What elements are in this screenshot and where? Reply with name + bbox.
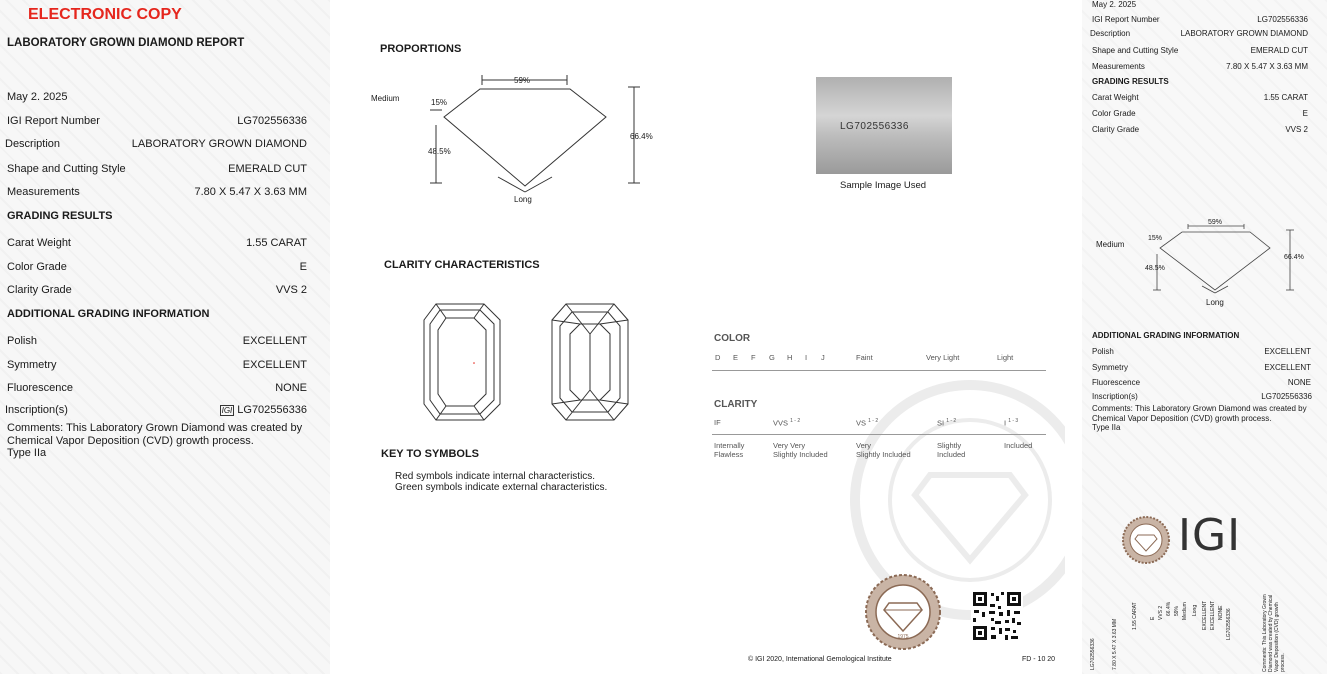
right-report-date: May 2. 2025: [1092, 0, 1137, 9]
description-row: [5, 138, 307, 150]
color-grade-d: D: [715, 353, 721, 362]
shape-label: Shape and Cutting Style: [7, 163, 126, 175]
clarity-si-sup: 1 - 2: [946, 418, 957, 424]
clarity-vvs-desc-2: Slightly Included: [773, 450, 828, 459]
color-grade-g: G: [769, 353, 775, 362]
color-grade-f: F: [751, 353, 756, 362]
sample-inscription-text: LG702556336: [840, 121, 909, 132]
polish-value: EXCELLENT: [242, 335, 307, 347]
color-label: Color Grade: [7, 261, 67, 273]
clarity-row: [7, 284, 307, 296]
inclusion-mark: [473, 362, 475, 364]
strip-girdle: Medium: [1182, 602, 1188, 620]
strip-measurements: 7.80 X 5.47 X 3.63 MM: [1112, 618, 1118, 670]
key-green-line: Green symbols indicate external characteristics.: [395, 482, 608, 493]
clarity-plot-diagram: [420, 300, 635, 425]
strip-depth: 66.4%: [1166, 601, 1172, 616]
clarity-label: Clarity Grade: [7, 284, 72, 296]
right-culet-label: Long: [1206, 298, 1224, 307]
report-number: LG702556336: [237, 115, 307, 127]
report-date-row: [7, 91, 307, 103]
strip-number: LG702556336: [1090, 638, 1096, 670]
right-shape-value: EMERALD CUT: [1250, 46, 1308, 55]
right-depth-percent: 66.4%: [1284, 254, 1304, 261]
clarity-if: IF: [714, 418, 721, 427]
right-color-value: E: [1302, 109, 1308, 118]
measurements-row: [7, 186, 307, 198]
right-number-value: LG702556336: [1257, 15, 1308, 24]
color-light: Light: [997, 353, 1014, 362]
report-number-row: [7, 115, 307, 127]
key-to-symbols-text: [395, 471, 607, 493]
right-fluorescence-row: [1092, 378, 1311, 387]
right-date-row: [1092, 0, 1308, 9]
igi-logo-text: IGI: [1178, 510, 1242, 561]
color-faint: Faint: [856, 353, 873, 362]
key-red-line: Red symbols indicate internal characteristics.: [395, 471, 596, 482]
inscription-value: LG702556336: [237, 404, 307, 416]
right-polish-label: Polish: [1092, 347, 1114, 356]
copyright-text: © IGI 2020, International Gemological Institute: [748, 656, 892, 663]
measurements-label: Measurements: [7, 186, 80, 198]
clarity-scale-heading: CLARITY: [714, 399, 758, 410]
right-number-label: IGI Report Number: [1092, 15, 1160, 24]
fluorescence-value: NONE: [275, 382, 307, 394]
clarity-scale-line: [712, 434, 1046, 435]
strip-culet: Long: [1192, 604, 1198, 616]
diamond-type: Type IIa: [7, 447, 47, 459]
right-shape-row: [1092, 46, 1308, 55]
additional-info-heading: ADDITIONAL GRADING INFORMATION: [7, 308, 210, 320]
clarity-i-sup: 1 - 3: [1008, 418, 1019, 424]
shape-value: EMERALD CUT: [228, 163, 307, 175]
pavilion-percent: 48.5%: [428, 147, 451, 156]
right-measurements-row: [1092, 62, 1308, 71]
color-scale-heading: COLOR: [714, 333, 751, 344]
clarity-characteristics-heading: CLARITY CHARACTERISTICS: [384, 259, 540, 271]
right-fluorescence-value: NONE: [1287, 378, 1311, 387]
clarity-if-desc-1: Internally: [714, 441, 745, 450]
right-diamond-type: Type IIa: [1092, 423, 1121, 432]
right-carat-row: [1092, 93, 1308, 102]
right-girdle-label: Medium: [1096, 240, 1125, 249]
right-carat-value: 1.55 CARAT: [1263, 93, 1308, 102]
right-clarity-label: Clarity Grade: [1092, 125, 1140, 134]
fluorescence-row: [7, 382, 307, 394]
color-grade-j: J: [821, 353, 825, 362]
right-symmetry-row: [1092, 363, 1311, 372]
comments-text: Comments: This Laboratory Grown Diamond was created by Chemical Vapor Deposition (CVD) growth process.: [7, 422, 303, 447]
clarity-vs-desc: [856, 441, 911, 459]
strip-symmetry: EXCELLENT: [1210, 600, 1216, 630]
color-grade-i: I: [805, 353, 808, 362]
clarity-if-desc: [714, 441, 744, 459]
sample-image-caption: Sample Image Used: [840, 180, 927, 191]
right-description-row: [1090, 29, 1308, 38]
description-label: Description: [5, 138, 61, 150]
carat-value: 1.55 CARAT: [246, 237, 307, 249]
color-scale-line: [712, 370, 1046, 371]
right-measurements-value: 7.80 X 5.47 X 3.63 MM: [1226, 62, 1308, 71]
color-grade-h: H: [787, 353, 793, 362]
proportions-heading: PROPORTIONS: [380, 43, 462, 55]
right-inscription-value: LG702556336: [1261, 392, 1312, 401]
color-value: E: [299, 261, 307, 273]
grading-results-heading: GRADING RESULTS: [7, 210, 113, 222]
girdle-label: Medium: [371, 94, 400, 103]
comments-block: [7, 422, 307, 460]
carat-label: Carat Weight: [7, 237, 71, 249]
clarity-vs: [856, 418, 878, 428]
clarity-si: [937, 418, 956, 428]
report-title: LABORATORY GROWN DIAMOND REPORT: [7, 37, 245, 49]
clarity-vvs-label: VVS: [773, 418, 789, 428]
depth-percent: 66.4%: [630, 132, 653, 141]
clarity-vs-sup: 1 - 2: [868, 418, 879, 424]
clarity-vvs-desc-1: Very Very: [773, 441, 806, 450]
shape-row: [7, 163, 307, 175]
strip-inscription: LG702556336: [1226, 608, 1232, 640]
clarity-si-desc-2: Included: [937, 450, 966, 459]
clarity-vvs: [773, 418, 800, 428]
right-grading-heading: GRADING RESULTS: [1092, 77, 1169, 86]
strip-clarity: VVS 2: [1158, 605, 1164, 620]
right-shape-label: Shape and Cutting Style: [1092, 46, 1179, 55]
right-comments-block: [1092, 404, 1310, 433]
description-value: LABORATORY GROWN DIAMOND: [131, 138, 307, 150]
color-very-light: Very Light: [926, 353, 960, 362]
form-code: FD - 10 20: [1022, 656, 1056, 663]
right-fluorescence-label: Fluorescence: [1092, 378, 1141, 387]
crown-percent: 15%: [431, 98, 448, 107]
key-to-symbols-heading: KEY TO SYMBOLS: [381, 448, 480, 460]
clarity-vvs-sup: 1 - 2: [790, 418, 801, 424]
inscription-row: [5, 404, 307, 416]
right-polish-value: EXCELLENT: [1264, 347, 1311, 356]
sample-inscription-photo: [816, 77, 952, 174]
qr-code-icon: [971, 590, 1023, 642]
clarity-if-desc-2: Flawless: [714, 450, 744, 459]
culet-label: Long: [514, 195, 532, 204]
symmetry-row: [7, 359, 307, 371]
igi-watermark-seal: [820, 345, 1065, 655]
rotated-summary-strip: [1082, 590, 1327, 674]
clarity-vs-desc-1: Very: [856, 441, 872, 450]
right-symmetry-value: EXCELLENT: [1264, 363, 1311, 372]
clarity-si-label: SI: [937, 418, 945, 428]
right-carat-label: Carat Weight: [1092, 93, 1139, 102]
carat-row: [7, 237, 307, 249]
right-inscription-row: [1092, 392, 1312, 401]
right-crown-percent: 15%: [1148, 235, 1163, 242]
clarity-vs-label: VS: [856, 418, 867, 428]
right-additional-heading: ADDITIONAL GRADING INFORMATION: [1092, 331, 1240, 340]
clarity-i-desc: Included: [1004, 441, 1033, 450]
report-date: May 2. 2025: [7, 91, 68, 103]
symmetry-value: EXCELLENT: [242, 359, 307, 371]
right-color-row: [1092, 109, 1308, 118]
igi-logo-seal-icon: [1121, 515, 1171, 565]
clarity-si-desc-1: Slightly: [937, 441, 962, 450]
symmetry-label: Symmetry: [7, 359, 57, 371]
clarity-vs-desc-2: Slightly Included: [856, 450, 911, 459]
right-clarity-value: VVS 2: [1285, 125, 1308, 134]
right-polish-row: [1092, 347, 1311, 356]
right-inscription-label: Inscription(s): [1092, 392, 1138, 401]
right-pavilion-percent: 48.5%: [1145, 265, 1165, 272]
electronic-copy-label: ELECTRONIC COPY: [28, 6, 182, 23]
proportions-diagram: [360, 70, 670, 210]
right-symmetry-label: Symmetry: [1092, 363, 1128, 372]
right-number-row: [1092, 15, 1308, 24]
right-clarity-row: [1092, 125, 1308, 134]
right-color-label: Color Grade: [1092, 109, 1136, 118]
igi-small-logo-icon: IGI: [221, 406, 233, 415]
measurements-value: 7.80 X 5.47 X 3.63 MM: [194, 186, 307, 198]
inscription-label: Inscription(s): [5, 404, 68, 416]
clarity-value: VVS 2: [275, 284, 307, 296]
inscription-value-wrap: [220, 404, 307, 416]
polish-label: Polish: [7, 335, 37, 347]
right-description-value: LABORATORY GROWN DIAMOND: [1180, 29, 1308, 38]
right-comments-text: Comments: This Laboratory Grown Diamond was created by Chemical Vapor Deposition (CVD) growth process.: [1092, 404, 1307, 423]
strip-table: 59%: [1174, 605, 1180, 616]
color-grade-e: E: [733, 353, 739, 362]
clarity-i: [1004, 418, 1018, 428]
strip-color: E: [1150, 616, 1156, 620]
strip-comments: Comments: This Laboratory Grown Diamond was created by Chemical Vapor Deposition (CVD) growth process.: [1262, 594, 1286, 672]
clarity-vvs-desc: [773, 441, 828, 459]
fluorescence-label: Fluorescence: [7, 382, 74, 394]
clarity-si-desc: [937, 441, 965, 459]
diamond-profile-shape: [444, 89, 606, 186]
igi-seal-icon: [864, 573, 942, 651]
table-percent: 59%: [514, 76, 531, 85]
report-number-label: IGI Report Number: [7, 115, 100, 127]
polish-row: [7, 335, 307, 347]
crown-view-shape: [424, 304, 500, 420]
color-row: [7, 261, 307, 273]
right-description-label: Description: [1090, 29, 1131, 38]
right-table-percent: 59%: [1208, 219, 1223, 226]
strip-fluorescence: NONE: [1218, 605, 1224, 620]
right-measurements-label: Measurements: [1092, 62, 1145, 71]
clarity-i-label: I: [1004, 418, 1007, 428]
strip-carat: 1.55 CARAT: [1132, 602, 1138, 630]
seal-year: 1975: [897, 634, 909, 640]
strip-polish: EXCELLENT: [1202, 600, 1208, 630]
